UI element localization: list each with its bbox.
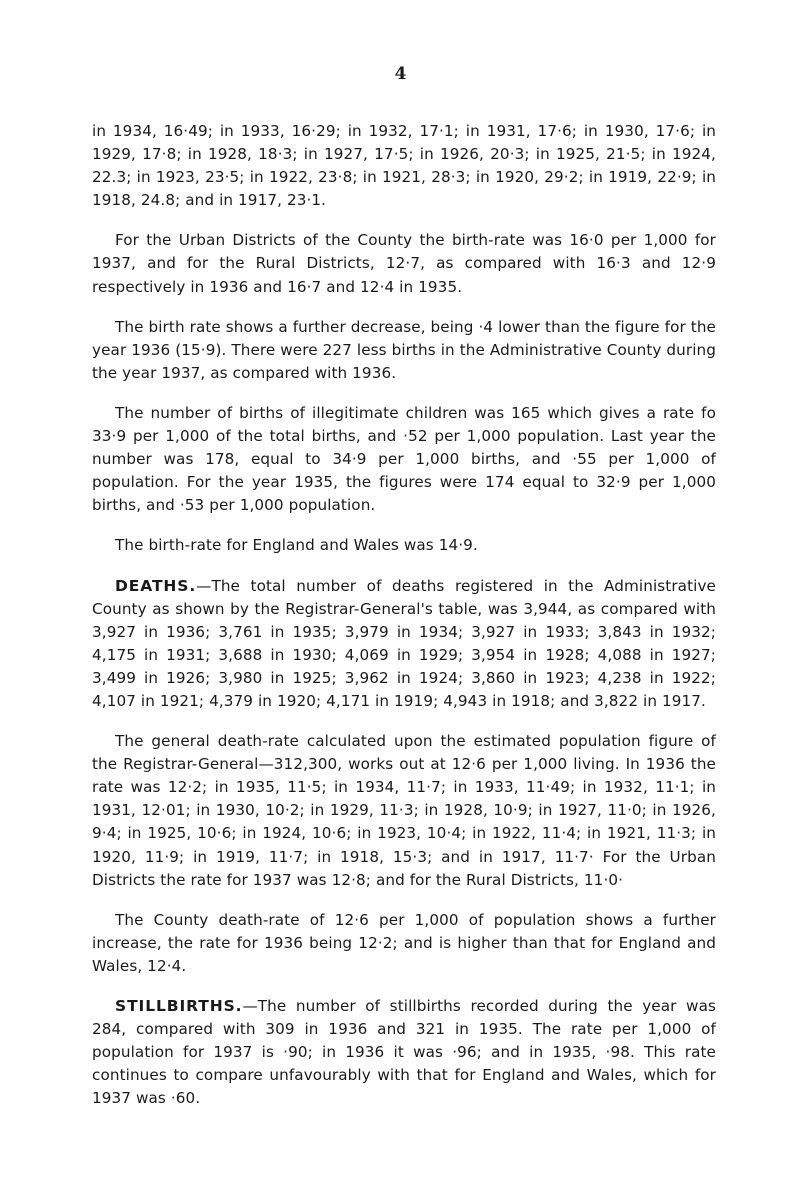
paragraph-text: —The number of stillbirths recorded during the year was 284, compared with 309 in 1936 and 321 in 1935. The rate per 1,000 of population for 1937 is ·90; in 1936 it was ·96; and in 1935, ·98. This rate continues to compare unfavourably with that for England and Wales, which for 1937 was ·60. [92,997,716,1108]
paragraph-birth-rate-decrease [92,316,716,385]
paragraph-urban-rural-birth-rate [92,229,716,298]
paragraph-text: The general death-rate calculated upon the estimated population figure of the Registrar-General—312,300, works out at 12·6 per 1,000 living. In 1936 the rate was 12·2; in 1935, 11·5; in 1934, 11·7; in 1933, 11·49; in 1932, 11·1; in 1931, 12·01; in 1930, 10·2; in 1929, 11·3; in 1928, 10·9; in 1927, 11·0; in 1926, 9·4; in 1925, 10·6; in 1924, 10·6; in 1923, 10·4; in 1922, 11·4; in 1921, 11·3; in 1920, 11·9; in 1919, 11·7; in 1918, 15·3; and in 1917, 11·7· For the Urban Districts the rate for 1937 was 12·8; and for the Rural Districts, 11·0· [92,732,716,889]
paragraph-text: The County death-rate of 12·6 per 1,000 of population shows a further increase, the rate for 1936 being 12·2; and is higher than that for England and Wales, 12·4. [92,910,716,975]
paragraph-text: The birth-rate for England and Wales was 14·9. [115,536,478,555]
paragraph-birth-rates-continued [92,120,716,212]
paragraph-county-death-rate [92,909,716,978]
paragraph-stillbirths [92,995,716,1110]
paragraph-text: in 1934, 16·49; in 1933, 16·29; in 1932, 17·1; in 1931, 17·6; in 1930, 17·6; in 1929, 17·8; in 1928, 18·3; in 1927, 17·5; in 1926, 20·3; in 1925, 21·5; in 1924, 22.3; in 1923, 23·5; in 1922, 23·8; in 1921, 28·3; in 1920, 29·2; in 1919, 22·9; in 1918, 24.8; and in 1917, 23·1. [92,122,716,210]
section-heading-deaths: DEATHS. [115,576,197,595]
paragraph-text: —The total number of deaths registered in the Administrative County as shown by the Registrar-General's table, was 3,944, as compared with 3,927 in 1936; 3,761 in 1935; 3,979 in 1934; 3,927 in 1933; 3,843 in 1932; 4,175 in 1931; 3,688 in 1930; 4,069 in 1929; 3,954 in 1928; 4,088 in 1927; 3,499 in 1926; 3,980 in 1925; 3,962 in 1924; 3,860 in 1923; 4,238 in 1922; 4,107 in 1921; 4,379 in 1920; 4,171 in 1919; 4,943 in 1918; and 3,822 in 1917. [92,576,716,710]
paragraph-text: The birth rate shows a further decrease, being ·4 lower than the figure for the year 1936 (15·9). There were 227 less births in the Administrative County during the year 1937, as compared with 1936. [92,317,716,382]
paragraph-text: The number of births of illegitimate children was 165 which gives a rate fo 33·9 per 1,000 of the total births, and ·52 per 1,000 population. Last year the number was 178, equal to 34·9 per 1,000 births, and ·55 per 1,000 of population. For the year 1935, the figures were 174 equal to 32·9 per 1,000 births, and ·53 per 1,000 population. [92,403,716,515]
paragraph-general-death-rate [92,730,716,892]
section-heading-stillbirths: STILLBIRTHS. [115,997,243,1015]
paragraph-england-wales-birth-rate [92,534,716,557]
page-number: 4 [394,64,407,84]
paragraph-deaths [92,575,716,714]
paragraph-illegitimate-births [92,402,716,517]
paragraph-text: For the Urban Districts of the County the birth-rate was 16·0 per 1,000 for 1937, and for the Rural Districts, 12·7, as compared with 16·3 and 12·9 respectively in 1936 and 16·7 and 12·4 in 1935. [92,231,716,296]
document-body [92,120,716,1127]
